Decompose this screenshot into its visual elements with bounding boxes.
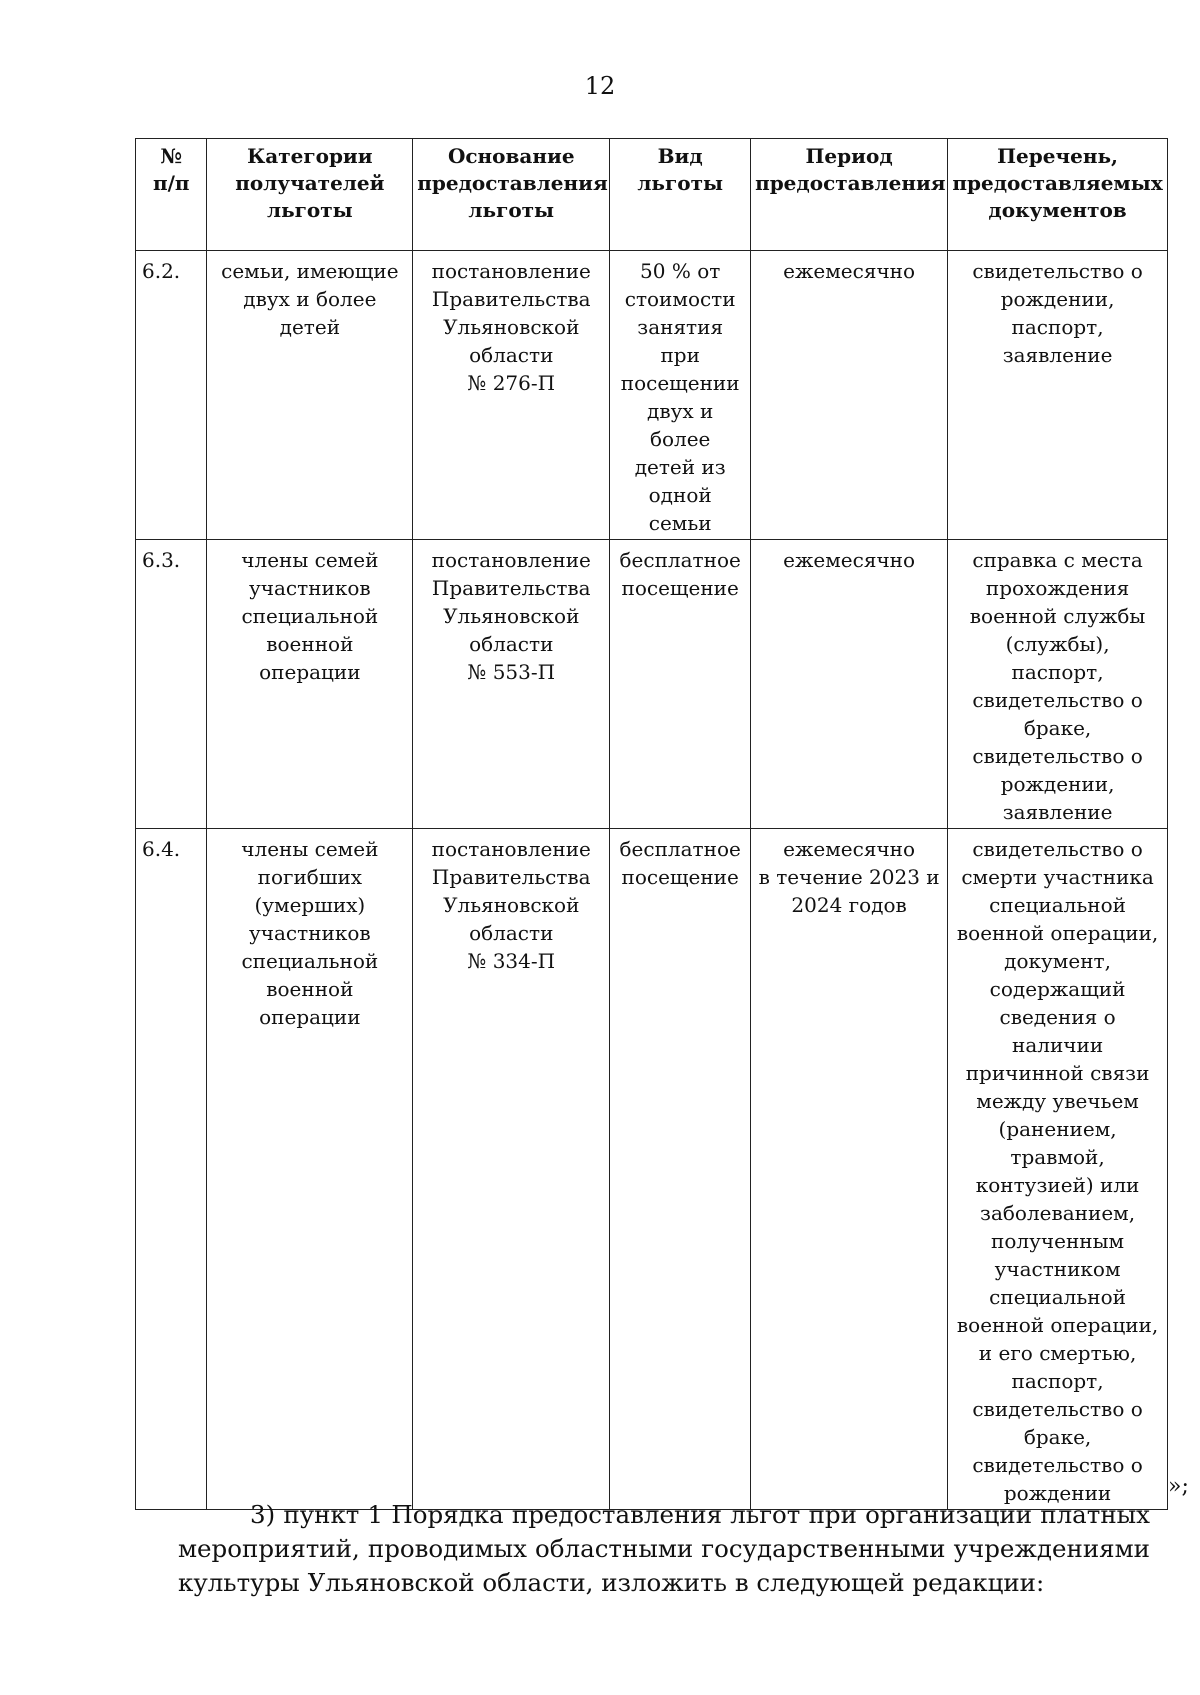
- row-type: бесплатное посещение: [610, 540, 751, 829]
- row-period: ежемесячно в течение 2023 и 2024 годов: [751, 829, 948, 1510]
- benefits-table: [135, 138, 1168, 1510]
- table-row: [136, 829, 1168, 1510]
- row-category: члены семей участников специальной военной операции: [207, 540, 413, 829]
- table-row: [136, 251, 1168, 540]
- row-basis: постановление Правительства Ульяновской области № 553-П: [413, 540, 610, 829]
- row-category: семьи, имеющие двух и более детей: [207, 251, 413, 540]
- row-number: 6.2.: [136, 251, 207, 540]
- row-documents: справка с места прохождения военной службы (службы), паспорт, свидетельство о браке, свидетельство о рождении, заявление: [948, 540, 1168, 829]
- row-basis: постановление Правительства Ульяновской области № 276-П: [413, 251, 610, 540]
- header-number: № п/п: [136, 139, 207, 251]
- row-basis: постановление Правительства Ульяновской области № 334-П: [413, 829, 610, 1510]
- row-category: члены семей погибших (умерших) участников специальной военной операции: [207, 829, 413, 1510]
- amendment-paragraph: 3) пункт 1 Порядка предоставления льгот при организации платных мероприятий, проводимых областными государственными учреждениями культуры Ульяновской области, изложить в следующей редакции:: [178, 1500, 1150, 1597]
- row-documents: свидетельство о смерти участника специальной военной операции, документ, содержащий сведения о наличии причинной связи между увечьем (ранением, травмой, контузией) или заболеванием, полученным участником специальной военной операции, и его смертью, паспорт, свидетельство о браке, свидетельство о рождении: [948, 829, 1168, 1510]
- table-header-row: [136, 139, 1168, 251]
- row-type: бесплатное посещение: [610, 829, 751, 1510]
- row-documents: свидетельство о рождении, паспорт, заявление: [948, 251, 1168, 540]
- row-number: 6.3.: [136, 540, 207, 829]
- page-number: 12: [584, 72, 616, 100]
- table-row: [136, 540, 1168, 829]
- header-basis: Основание предоставления льготы: [413, 139, 610, 251]
- row-period: ежемесячно: [751, 251, 948, 540]
- row-period: ежемесячно: [751, 540, 948, 829]
- row-type: 50 % от стоимости занятия при посещении двух и более детей из одной семьи: [610, 251, 751, 540]
- closing-quote: »;: [1168, 1474, 1189, 1499]
- header-type: Вид льготы: [610, 139, 751, 251]
- header-documents: Перечень, предоставляемых документов: [948, 139, 1168, 251]
- row-number: 6.4.: [136, 829, 207, 1510]
- header-period: Период предоставления: [751, 139, 948, 251]
- header-category: Категории получателей льготы: [207, 139, 413, 251]
